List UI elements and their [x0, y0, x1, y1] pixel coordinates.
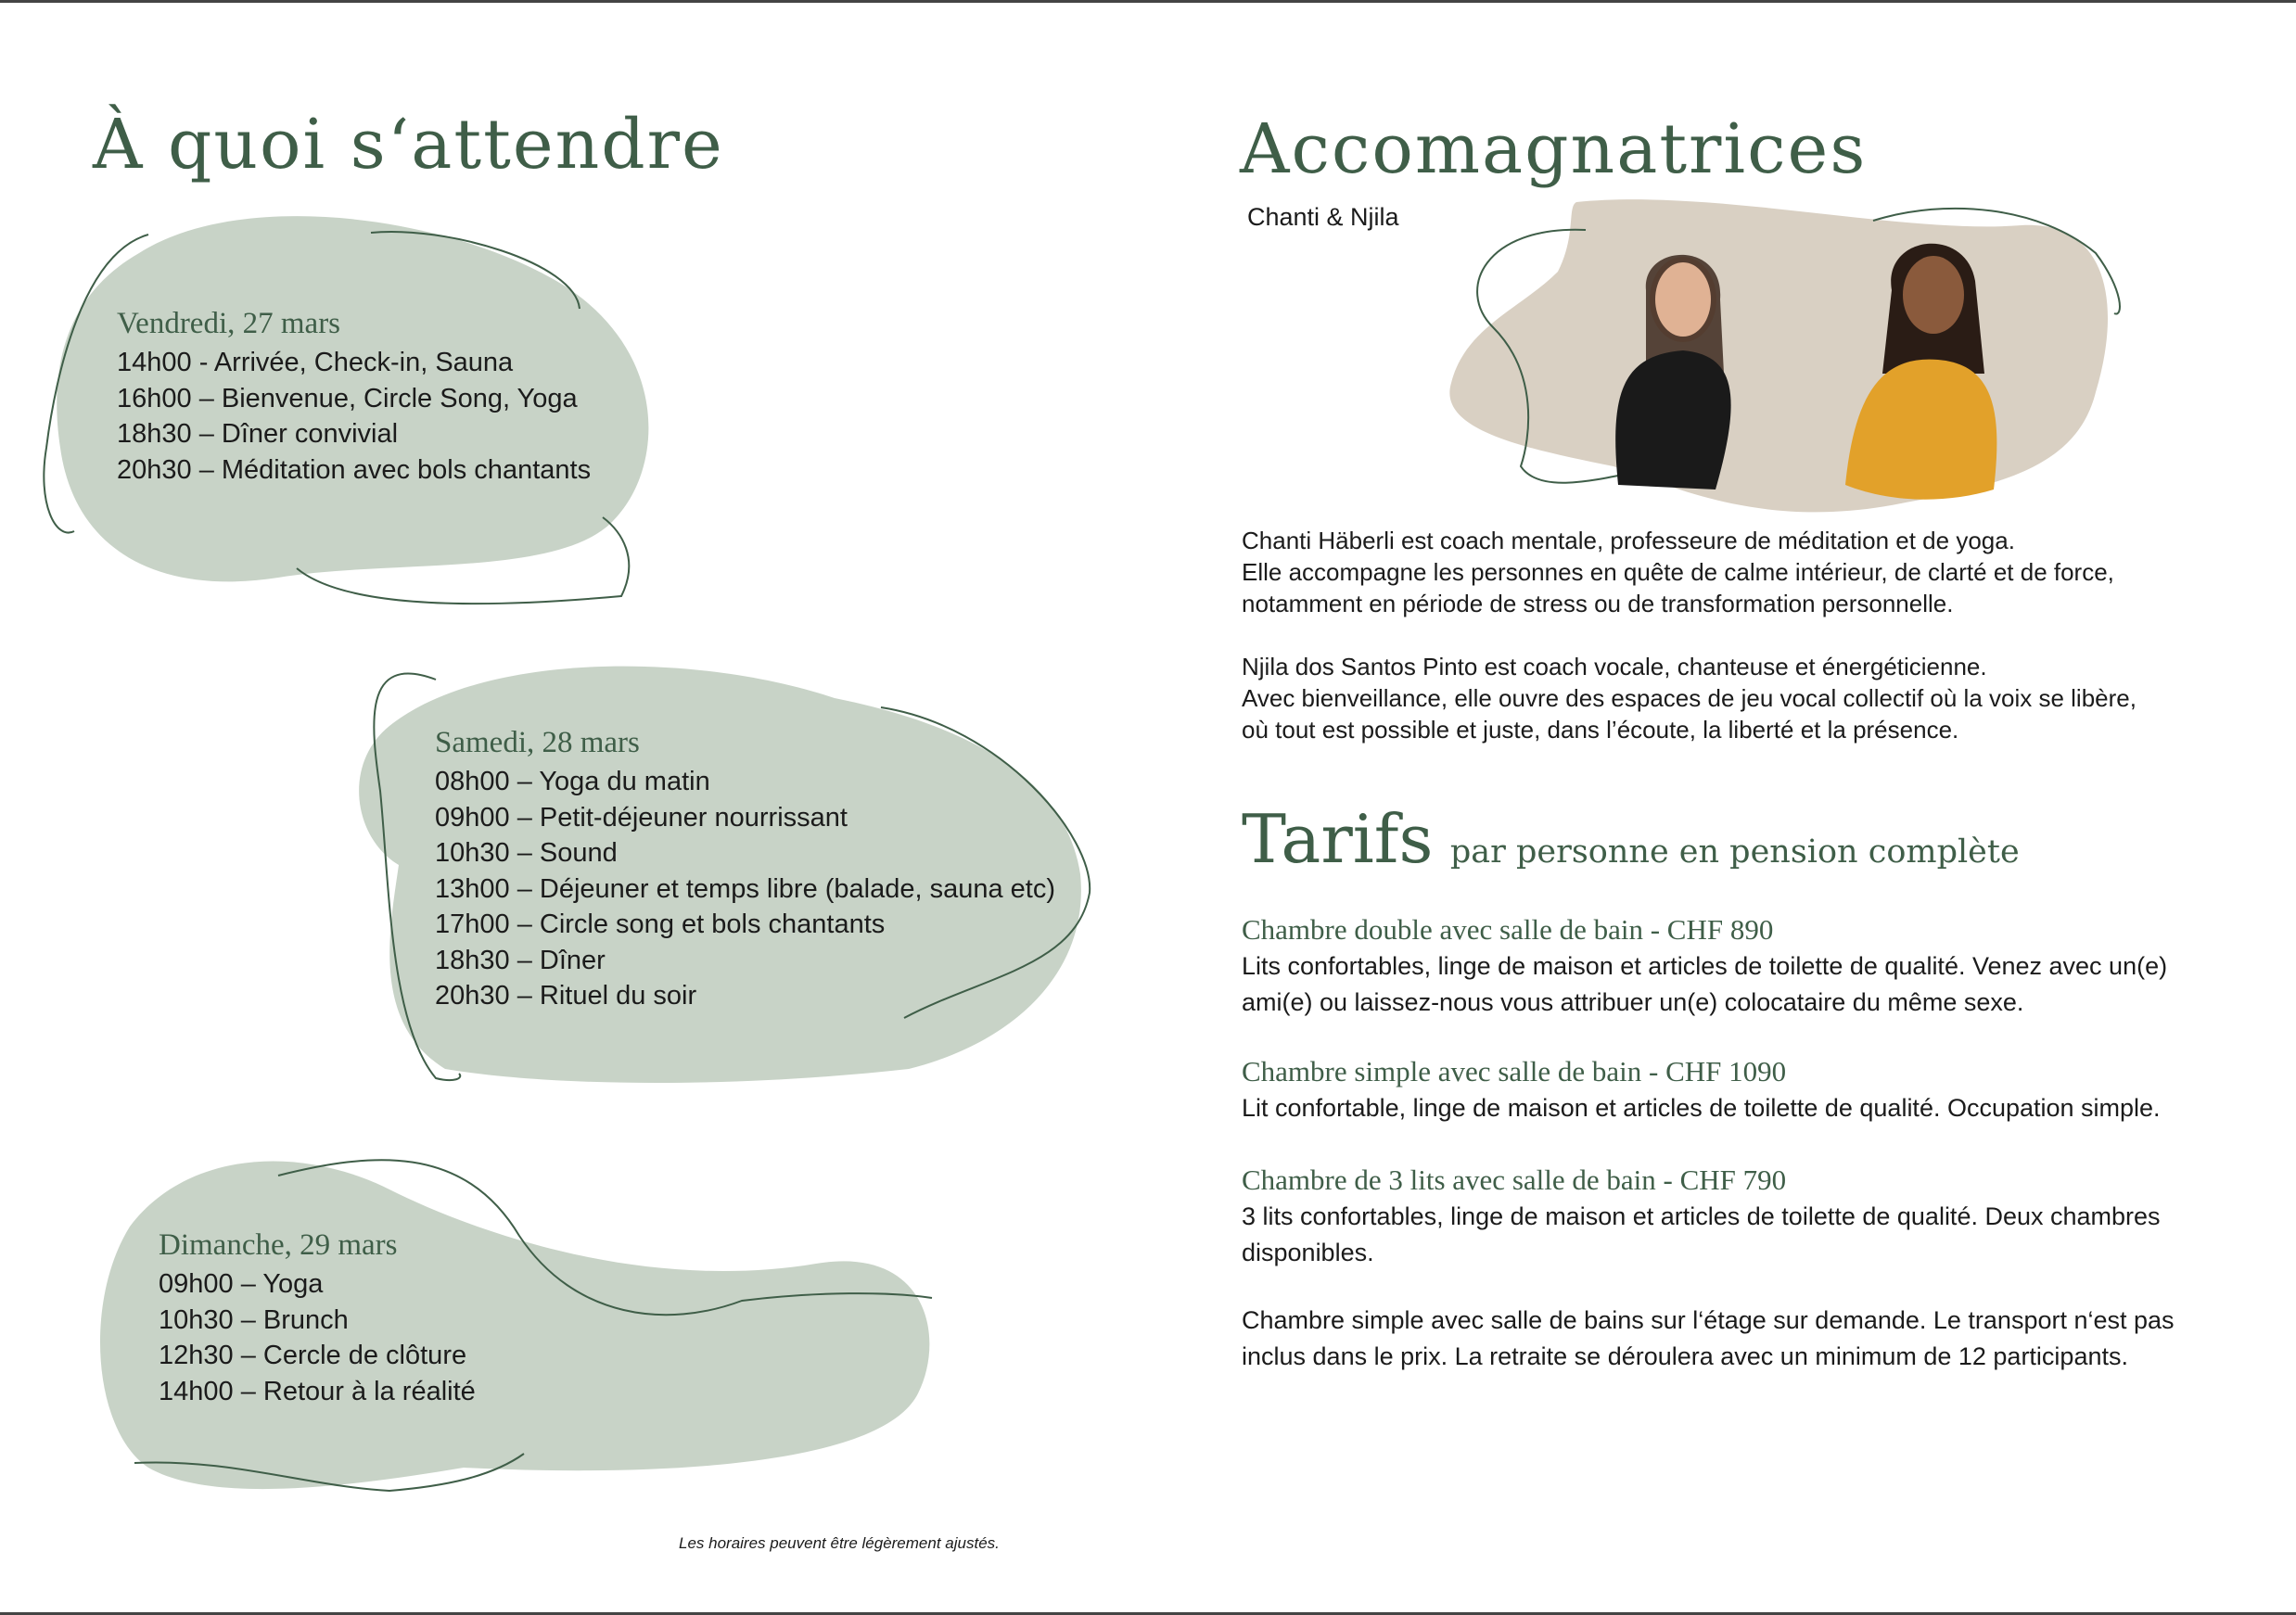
schedule-item: 16h00 – Bienvenue, Circle Song, Yoga: [117, 383, 578, 413]
room-heading: Chambre simple avec salle de bain - CHF 1090: [1242, 1055, 1787, 1087]
schedule-item: 20h30 – Méditation avec bols chantants: [117, 454, 592, 485]
schedule-item: 14h00 – Retour à la réalité: [159, 1376, 476, 1406]
room-heading: Chambre double avec salle de bain - CHF 890: [1242, 913, 1774, 946]
schedule-item: 12h30 – Cercle de clôture: [159, 1341, 467, 1370]
schedule-item: 10h30 – Brunch: [159, 1304, 349, 1335]
room-heading: Chambre de 3 lits avec salle de bain - CHF 790: [1242, 1164, 1787, 1196]
guides-title: Accomagnatrices: [1240, 109, 1868, 189]
day-saturday: [435, 726, 1055, 1014]
schedule-item: 10h30 – Sound: [435, 838, 618, 868]
footer-line: inclus dans le prix. La retraite se déroulera avec un minimum de 12 participants.: [1242, 1342, 2128, 1370]
schedule-item: 14h00 - Arrivée, Check-in, Sauna: [117, 348, 514, 377]
schedule-item: 09h00 – Petit-déjeuner nourrissant: [435, 802, 848, 833]
day-sunday: [159, 1228, 476, 1409]
day-heading: Dimanche, 29 mars: [159, 1228, 398, 1262]
room-description: Lit confortable, linge de maison et articles de toilette de qualité. Occupation simple.: [1242, 1094, 2161, 1122]
schedule-item: 18h30 – Dîner: [435, 945, 606, 975]
room-description: 3 lits confortables, linge de maison et articles de toilette de qualité. Deux chambres: [1242, 1202, 2161, 1230]
tarifs-subtitle: par personne en pension complète: [1449, 833, 2020, 871]
day-heading: Samedi, 28 mars: [435, 726, 640, 759]
guides-subtitle: Chanti & Njila: [1247, 203, 1399, 231]
schedule-item: 13h00 – Déjeuner et temps libre (balade, sauna etc): [435, 873, 1056, 904]
day-friday: [117, 307, 591, 488]
room-description: ami(e) ou laissez-nous vous attribuer un(e) colocataire du même sexe.: [1242, 987, 2024, 1016]
bio-line: Njila dos Santos Pinto est coach vocale, chanteuse et énergéticienne.: [1242, 653, 1987, 680]
footer-line: Chambre simple avec salle de bains sur l‘étage sur demande. Le transport n‘est pas: [1242, 1306, 2175, 1334]
tarifs-header: [1242, 800, 2020, 878]
bio-line: où tout est possible et juste, dans l’écoute, la liberté et la présence.: [1242, 716, 1959, 744]
bio-njila: [1242, 651, 2137, 745]
schedule-item: 08h00 – Yoga du matin: [435, 767, 710, 796]
room-double: [1242, 911, 2167, 1020]
tarifs-title: Tarifs: [1242, 800, 1434, 878]
schedule-item: 20h30 – Rituel du soir: [435, 981, 697, 1011]
bio-chanti: [1242, 525, 2114, 619]
tarifs-footer: [1242, 1303, 2175, 1374]
bio-line: notamment en période de stress ou de transformation personnelle.: [1242, 590, 1954, 617]
room-triple: [1242, 1162, 2161, 1270]
schedule-item: 17h00 – Circle song et bols chantants: [435, 909, 886, 939]
bio-line: Elle accompagne les personnes en quête de calme intérieur, de clarté et de force,: [1242, 558, 2114, 586]
schedule-title: À quoi s‘attendre: [93, 105, 724, 184]
schedule-item: 09h00 – Yoga: [159, 1269, 324, 1299]
bio-line: Avec bienveillance, elle ouvre des espaces de jeu vocal collectif où la voix se libère,: [1242, 684, 2137, 712]
photo-blob: [1449, 199, 2108, 512]
room-description: Lits confortables, linge de maison et articles de toilette de qualité. Venez avec un(e): [1242, 952, 2168, 980]
schedule-item: 18h30 – Dîner convivial: [117, 419, 399, 449]
schedule-note: Les horaires peuvent être légèrement ajustés.: [679, 1534, 1000, 1552]
room-single: [1242, 1053, 2161, 1126]
bio-line: Chanti Häberli est coach mentale, professeure de méditation et de yoga.: [1242, 527, 2015, 554]
room-description: disponibles.: [1242, 1238, 1374, 1266]
day-heading: Vendredi, 27 mars: [117, 307, 341, 340]
